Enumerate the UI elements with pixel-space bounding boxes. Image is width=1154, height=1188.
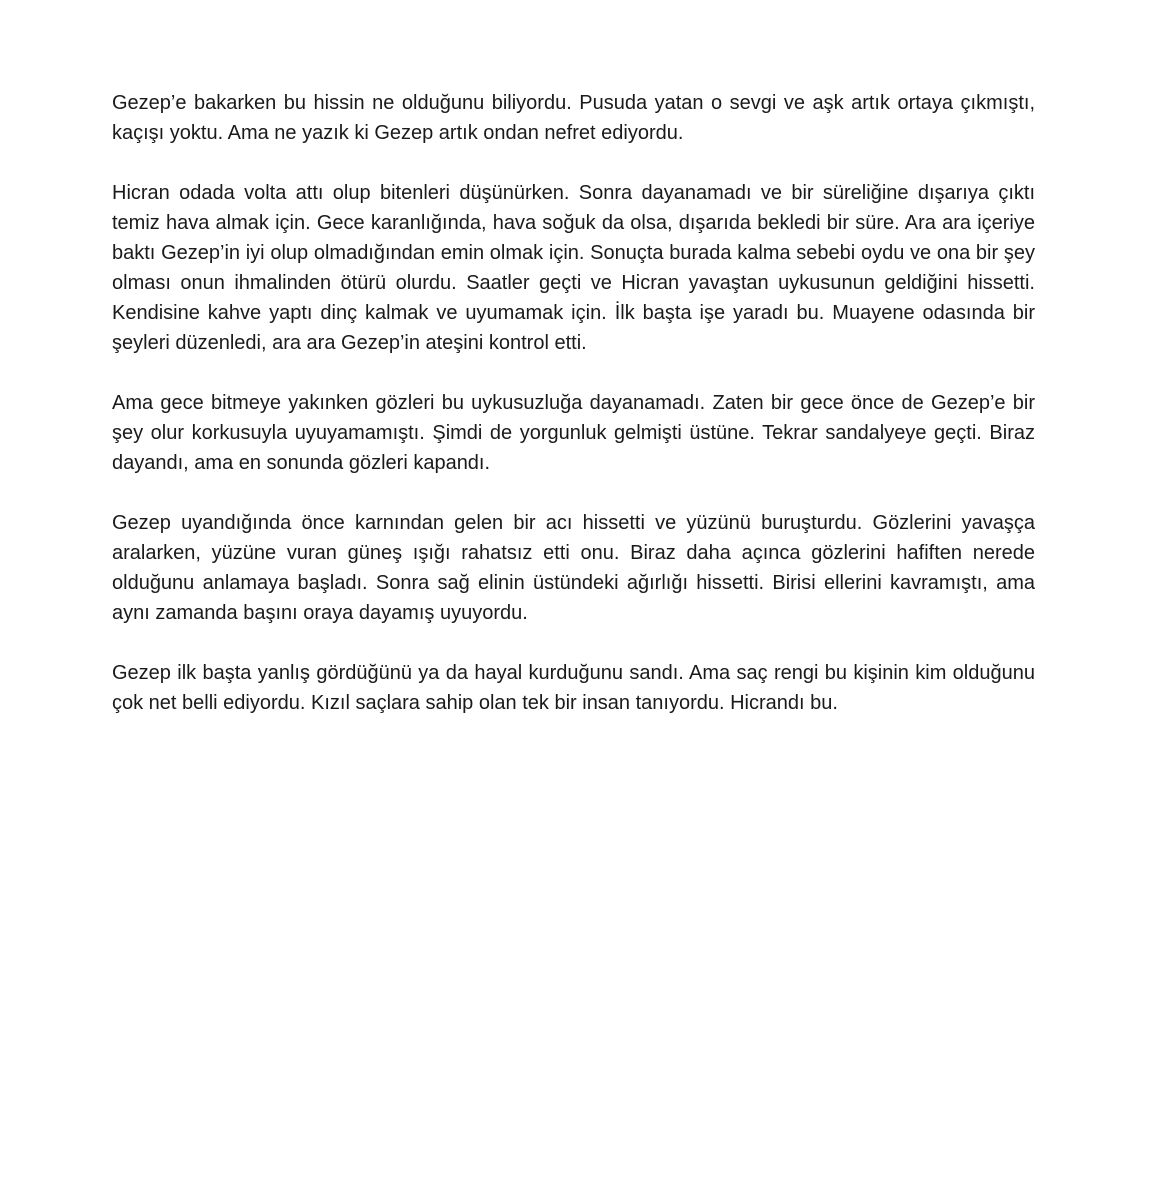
paragraph-4: Gezep uyandığında önce karnından gelen bir acı hissetti ve yüzünü buruşturdu. Gözlerini yavaşça aralarken, yüzüne vuran güneş ışığı rahatsız etti onu. Biraz daha açınca gözlerini hafiften nerede olduğunu anlamaya başladı. Sonra sağ elinin üstündeki ağırlığı hissetti. Birisi ellerini kavramıştı, ama aynı zamanda başını oraya dayamış uyuyordu. [112,512,1035,624]
paragraph-3: Ama gece bitmeye yakınken gözleri bu uykusuzluğa dayanamadı. Zaten bir gece önce de Gezep’e bir şey olur korkusuyla uyuyamamıştı. Şimdi de yorgunluk gelmişti üstüne. Tekrar sandalyeye geçti. Biraz dayandı, ama en sonunda gözleri kapandı. [112,392,1035,474]
paragraph-1: Gezep’e bakarken bu hissin ne olduğunu biliyordu. Pusuda yatan o sevgi ve aşk artık ortaya çıkmıştı, kaçışı yoktu. Ama ne yazık ki Gezep artık ondan nefret ediyordu. [112,92,1035,144]
paragraph-2: Hicran odada volta attı olup bitenleri düşünürken. Sonra dayanamadı ve bir süreliğine dışarıya çıktı temiz hava almak için. Gece karanlığında, hava soğuk da olsa, dışarıda bekledi bir süre. Ara ara içeriye baktı Gezep’in iyi olup olmadığından emin olmak için. Sonuçta burada kalma sebebi oydu ve ona bir şey olması onun ihmalinden ötürü olurdu. Saatler geçti ve Hicran yavaştan uykusunun geldiğini hissetti. Kendisine kahve yaptı dinç kalmak ve uyumamak için. İlk başta işe yaradı bu. Muayene odasında bir şeyleri düzenledi, ara ara Gezep’in ateşini kontrol etti. [112,182,1035,354]
document-page [112,88,1035,748]
paragraph-5: Gezep ilk başta yanlış gördüğünü ya da hayal kurduğunu sandı. Ama saç rengi bu kişinin kim olduğunu çok net belli ediyordu. Kızıl saçlara sahip olan tek bir insan tanıyordu. Hicrandı bu. [112,662,1035,714]
